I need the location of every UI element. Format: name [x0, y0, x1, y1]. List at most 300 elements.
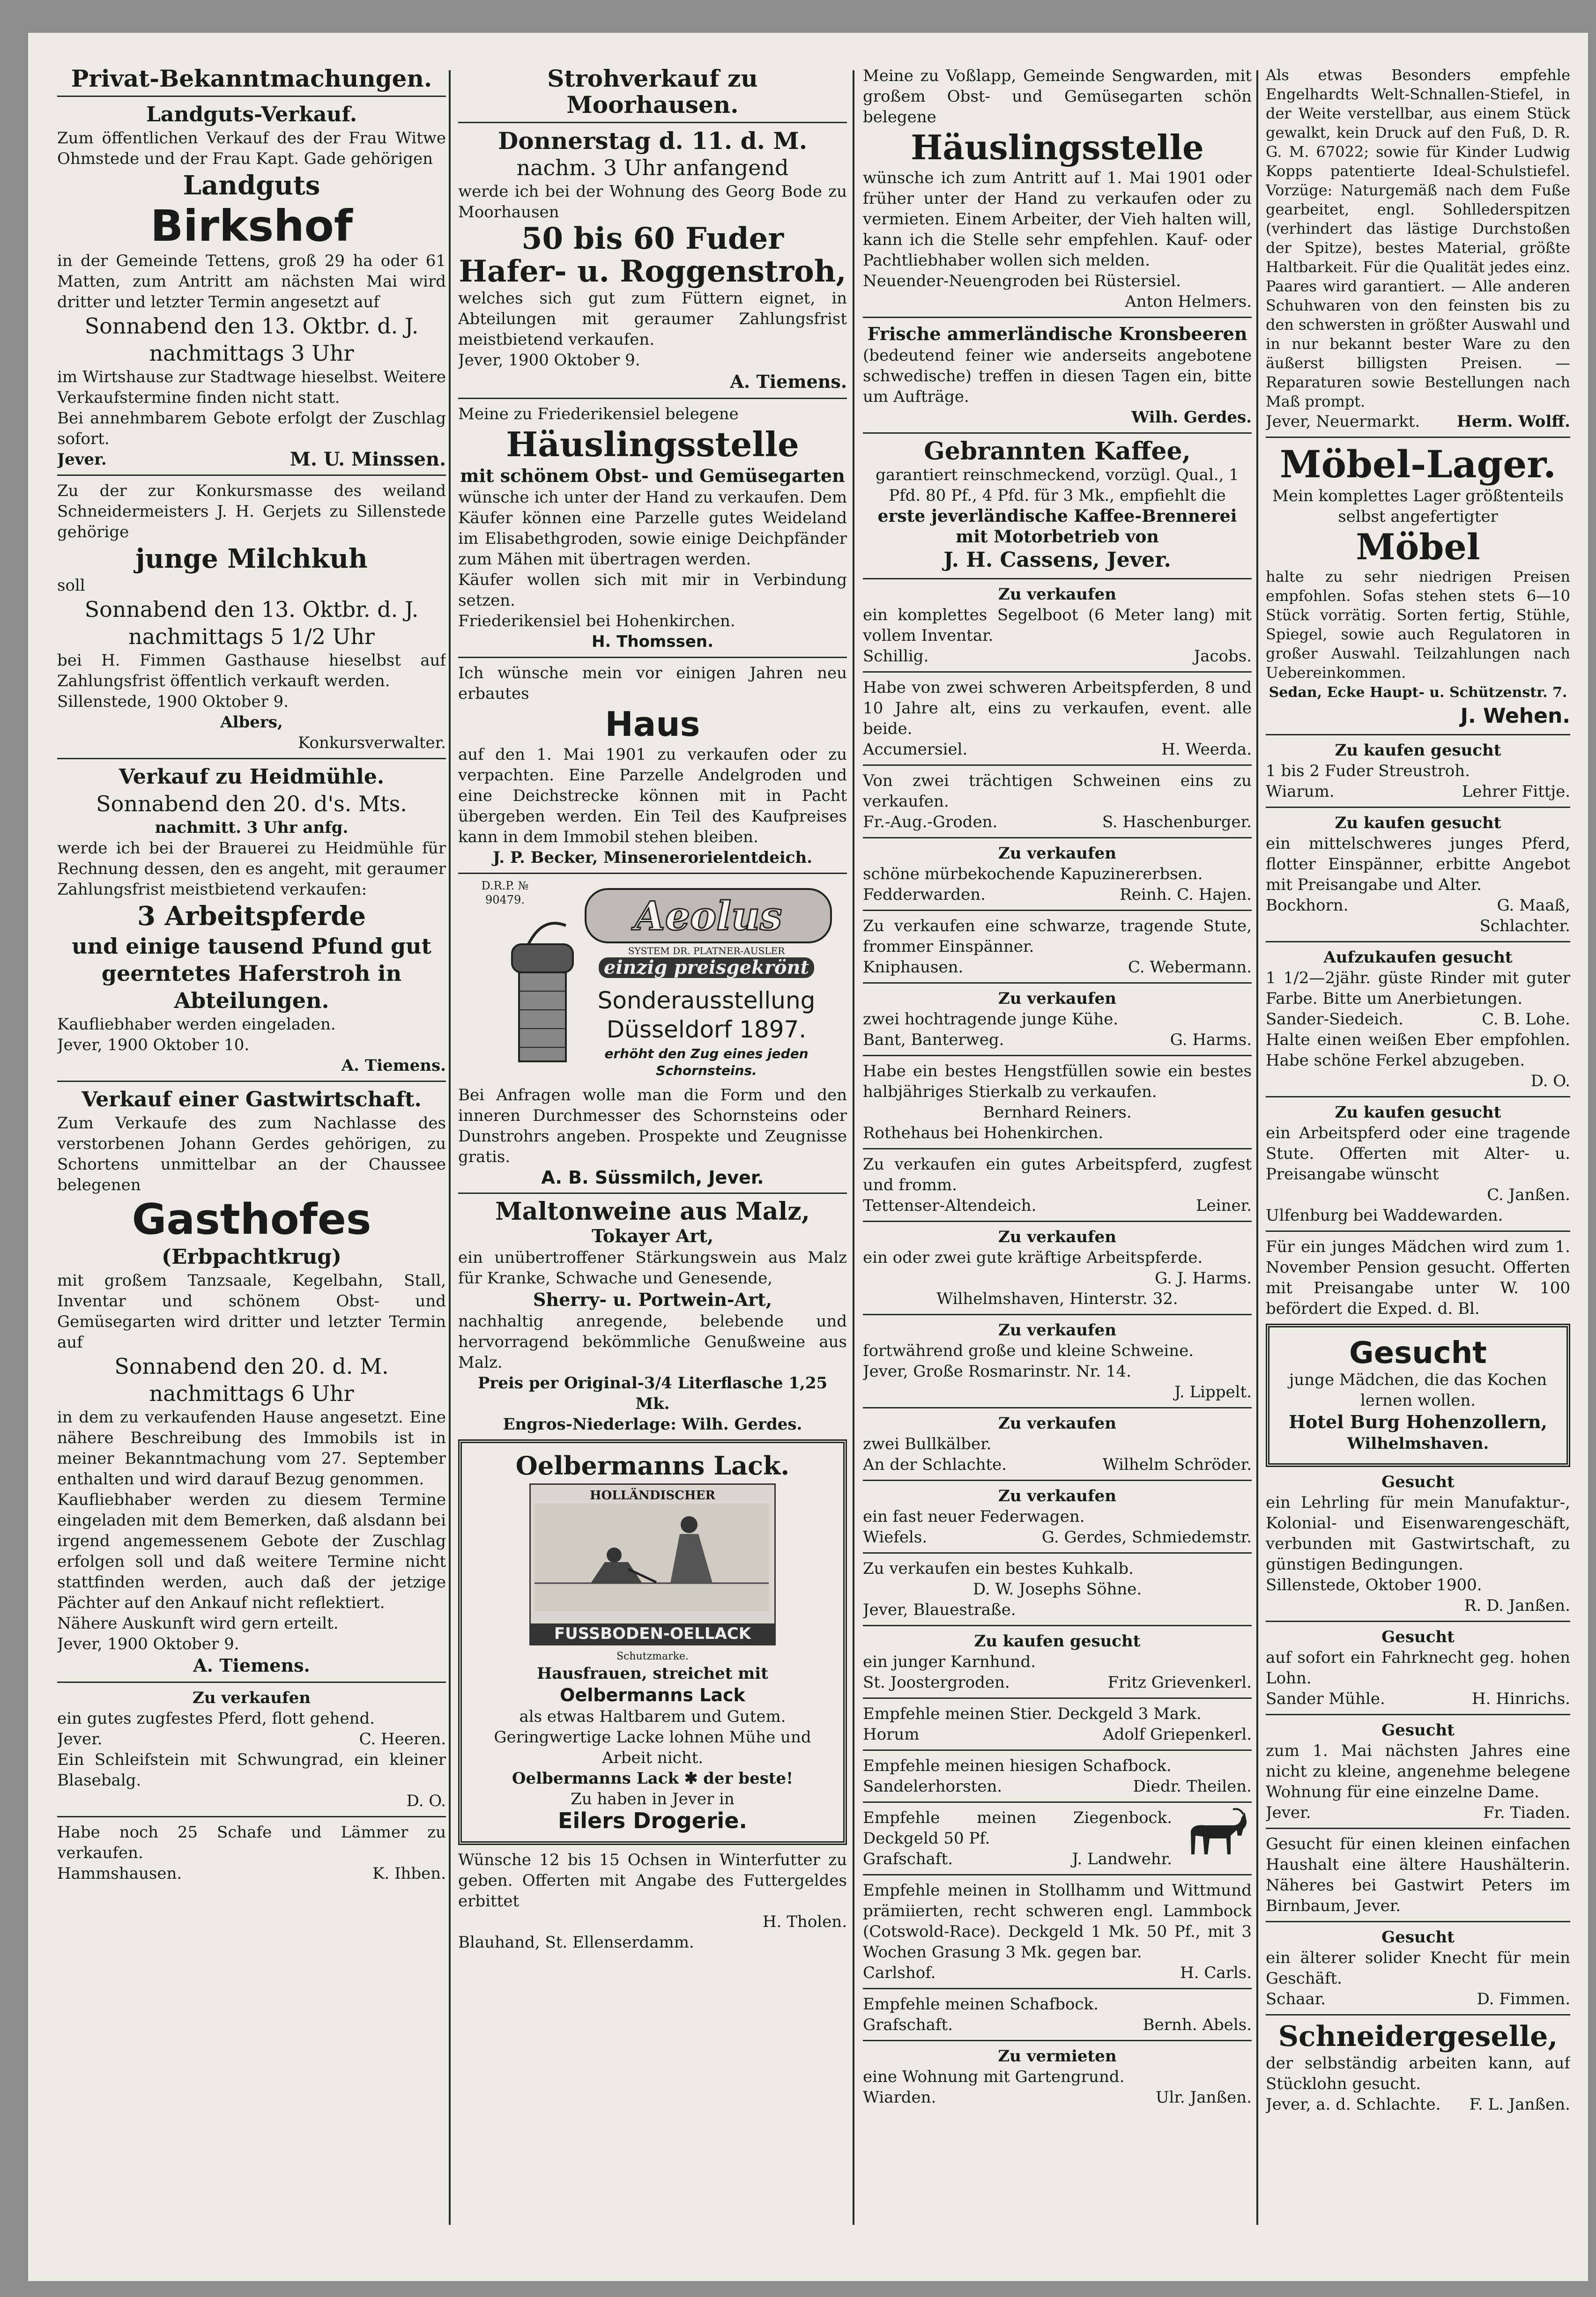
ad-name: R. D. Janßen.	[1464, 1596, 1570, 1615]
ad-subtitle: mit schönem Obst- und Gemüsegarten	[460, 465, 845, 486]
aeolus-illustration	[458, 879, 847, 1085]
ad-text: wünsche ich unter der Hand zu verkaufen. Dem Käufer können eine Parzelle gutes Weideland im Elisabethgroden, sowie einige Deichpfänder zum Mähen mit übertragen werden.	[458, 488, 847, 569]
divider	[57, 1682, 446, 1683]
ad-arbeitspferde-harms	[863, 1227, 1252, 1309]
aeolus-slogan: erhöht den Zug eines jeden Schornsteins.	[604, 1046, 809, 1078]
sig-name: Ulr. Janßen.	[1156, 2088, 1252, 2107]
ad-place: Jever, 1900 Oktober 10.	[57, 1036, 250, 1054]
ad-text: Ich wünsche mein vor einigen Jahren neu erbautes	[458, 664, 847, 703]
ad-arbeitspferde-weerda	[863, 677, 1252, 760]
sig-place: Wiefels.	[863, 1528, 928, 1547]
ad-title: Zu kaufen gesucht	[1335, 814, 1501, 832]
sig-place: Jever.	[1266, 1803, 1311, 1822]
ad-text: halte zu sehr niedrigen Preisen empfohlen. Sofas stehen stets 6—10 Stück vorrätig. Sorten fertig, Stühle, Spiegel, sowie auch Regulatoren in großer Auswahl. Teilzahlungen nach Uebereinkommen.	[1266, 568, 1570, 682]
divider	[57, 1816, 446, 1817]
ad-place: Jever, 1900 Oktober 9.	[57, 1635, 239, 1653]
divider	[458, 873, 847, 874]
sig-name: J. Landwehr.	[1072, 1850, 1172, 1868]
ad-text: Zu der zur Konkursmasse des weiland Schneidermeisters J. H. Gerjets zu Sillenstede gehörige	[57, 482, 446, 541]
ad-signature	[1266, 1989, 1570, 2009]
ad-signature	[1266, 1802, 1570, 1823]
ad-text: (bedeutend feiner wie anderseits angebotene schwedische) treffen in diesen Tagen ein, bitte um Aufträge.	[863, 346, 1252, 406]
ad-signature	[863, 1195, 1252, 1216]
divider	[863, 2040, 1252, 2041]
ad-text: der selbständig arbeiten kann, auf Stücklohn gesucht.	[1266, 2054, 1570, 2093]
ad-moebel-lager	[1266, 443, 1570, 729]
sig-place: Schaar.	[1266, 1990, 1326, 2008]
ad-title: Zu verkaufen	[998, 1321, 1116, 1340]
ad-haushaelterin	[1266, 1834, 1570, 1916]
sig-place: Fedderwarden.	[863, 885, 986, 904]
ad-title: Frische ammerländische Kronsbeeren	[867, 323, 1247, 344]
aeolus-city: Düsseldorf 1897.	[606, 1016, 807, 1043]
sig-name: C. Webermann.	[1128, 958, 1252, 977]
column-rule	[1256, 70, 1258, 2225]
ad-schweine-trachtig	[863, 771, 1252, 832]
ad-text: werde ich bei der Wohnung des Georg Bode zu Moorhausen	[458, 182, 847, 222]
ad-place: Jever, Blauestraße.	[863, 1600, 1016, 1619]
ad-name: A. B. Süssmilch, Jever.	[541, 1167, 764, 1188]
ad-lammbock	[863, 1880, 1252, 1983]
sig-name: Reinh. C. Hajen.	[1120, 885, 1252, 904]
ad-title: Zu verkaufen	[998, 844, 1116, 863]
ad-kaffee	[863, 438, 1252, 573]
sig-name: G. Maaß,	[1497, 896, 1570, 915]
sig-place: Hammshausen.	[57, 1864, 182, 1883]
ad-text: zwei hochtragende junge Kühe.	[863, 1010, 1119, 1029]
ad-place: Jever, 1900 Oktober 9.	[458, 351, 640, 370]
ad-signature	[863, 1724, 1252, 1745]
ad-bullkaelber	[863, 1413, 1252, 1475]
ad-text: Kaufliebhaber werden zu diesem Termine eingeladen mit dem Bemerken, daß alsdann bei irgend angemessenem Gebote der Zuschlag erfolgen soll und daß weitere Termine nicht stattfinden werden, auch daß der jetzige Pächter auf den Ankauf nicht reflektiert.	[57, 1490, 446, 1612]
ad-signature	[863, 957, 1252, 978]
sig-name: Leiner.	[1196, 1196, 1252, 1215]
ad-name: H. Thomssen.	[591, 632, 714, 651]
ad-text: ein Arbeitspferd oder eine tragende Stute. Offerten mit Alter- u. Preisangabe wünscht	[1266, 1124, 1570, 1184]
sig-place: Bant, Banterweg.	[863, 1030, 1004, 1049]
ad-text: nachhaltig anregende, belebende und hervorragend bekömmliche Genußweine aus Malz.	[458, 1312, 847, 1372]
ad-signature	[1266, 781, 1570, 802]
aeolus-brand: Aeolus	[634, 892, 782, 939]
sig-place: Jever.	[57, 450, 107, 469]
ad-text: Habe von zwei schweren Arbeitspferden, 8 und 10 Jahre alt, eins zu verkaufen, event. alle beide.	[863, 678, 1252, 738]
ad-title: Zu kaufen gesucht	[1335, 741, 1501, 760]
ad-title: Gesucht	[1381, 1628, 1455, 1646]
column-3	[863, 66, 1252, 2230]
ad-signature	[1266, 1009, 1570, 1030]
ad-signature	[1266, 895, 1570, 916]
ad-title: Strohverkauf zu Moorhausen.	[547, 66, 758, 119]
ad-text: Habe noch 25 Schafe und Lämmer zu verkaufen.	[57, 1823, 446, 1862]
ad-name: Engros-Niederlage: Wilh. Gerdes.	[503, 1415, 802, 1434]
ad-date: Sonnabend den 20. d. M.	[114, 1354, 389, 1379]
sig-name: G. Gerdes, Schmiedemstr.	[1041, 1528, 1252, 1547]
divider	[1266, 1230, 1570, 1232]
sig-place: Sander Mühle.	[1266, 1689, 1385, 1708]
ad-arbeitspferd-leiner	[863, 1154, 1252, 1216]
ad-hengstfuellen	[863, 1061, 1252, 1143]
ad-trademark: Schutzmarke.	[616, 1651, 689, 1662]
ad-text: Empfehle meinen Schafbock.	[863, 1995, 1099, 2014]
sig-name: H. Weerda.	[1161, 740, 1252, 759]
ad-text: Zu verkaufen ein gutes Arbeitspferd, zugfest und fromm.	[863, 1155, 1252, 1194]
ad-title: Aufzukaufen gesucht	[1323, 948, 1513, 967]
ad-title: Verkauf zu Heidmühle.	[119, 765, 385, 789]
sig-name: H. Hinrichs.	[1471, 1689, 1570, 1708]
ad-title: Zu kaufen gesucht	[974, 1632, 1141, 1651]
divider	[863, 1552, 1252, 1554]
sig-place: Tettenser-Altendeich.	[863, 1196, 1037, 1215]
sig-place: Wiarum.	[1266, 782, 1335, 801]
ad-ochsen	[458, 1850, 847, 1953]
ad-title: Schneidergeselle,	[1278, 2020, 1558, 2053]
ad-aeolus	[458, 879, 847, 1188]
ad-time: nachm. 3 Uhr anfangend	[516, 155, 789, 180]
ad-text: Halte einen weißen Eber empfohlen. Habe schöne Ferkel abzugeben.	[1266, 1030, 1570, 1070]
ad-place: Friederikensiel bei Hohenkirchen.	[458, 612, 735, 630]
ad-text: ein gutes zugfestes Pferd, flott gehend.	[57, 1709, 375, 1728]
ad-text: Gesucht für einen kleinen einfachen Haushalt eine ältere Haushälterin. Näheres bei Gastwirt Peters im Birnbaum, Jever.	[1266, 1835, 1570, 1915]
ad-name: C. Janßen.	[1487, 1186, 1570, 1204]
ad-text: in der Gemeinde Tettens, groß 29 ha oder 61 Matten, zum Antritt am nächsten Mai wird dritter und letzter Termin angesetzt auf	[57, 252, 446, 311]
ad-place: Rothehaus bei Hohenkirchen.	[863, 1124, 1104, 1142]
ad-headline: Gasthofes	[132, 1195, 371, 1244]
ad-heidmuehle	[57, 764, 446, 1076]
sig-name: G. Harms.	[1170, 1030, 1252, 1049]
sig-name: C. B. Lohe.	[1482, 1010, 1570, 1029]
sig-place: Sandelerhorsten.	[863, 1777, 1002, 1796]
ad-title: Zu verkaufen	[998, 1414, 1116, 1433]
ad-text: ein Lehrling für mein Manufaktur-, Kolonial- und Eisenwarengeschäft, verbunden mit Gastwirtschaft, zu günstigen Bedingungen.	[1266, 1493, 1570, 1574]
divider	[863, 1697, 1252, 1699]
column-rule	[449, 70, 451, 2225]
divider	[1266, 734, 1570, 735]
ad-headline: Häuslingsstelle	[506, 424, 799, 464]
ad-signature	[863, 2087, 1252, 2108]
ad-text: Bei Anfragen wolle man die Form und den inneren Durchmesser des Schornsteins oder Dunstrohrs angeben. Prospekte und Zeugnisse gratis.	[458, 1086, 847, 1166]
ad-date: Sonnabend den 13. Oktbr. d. J.	[84, 597, 419, 622]
ad-title: Gebrannten Kaffee,	[924, 437, 1191, 466]
ad-signature	[1266, 411, 1570, 432]
ad-title: Möbel-Lager.	[1280, 442, 1556, 486]
ad-text: ein unübertroffener Stärkungswein aus Malz für Kranke, Schwache und Genesende,	[458, 1248, 847, 1288]
ad-title: Zu verkaufen	[998, 585, 1116, 604]
ad-name: A. Tiemens.	[193, 1655, 310, 1676]
ad-name: D. O.	[406, 1792, 446, 1810]
ad-text: ein komplettes Segelboot (6 Meter lang) mit vollem Inventar.	[863, 606, 1252, 645]
ad-text: Meine zu Friederikensiel belegene	[458, 405, 739, 423]
ad-text: Habe ein bestes Hengstfüllen sowie ein bestes halbjähriges Stierkalb zu verkaufen.	[863, 1062, 1252, 1101]
ad-text: zum 1. Mai nächsten Jahres eine nicht zu kleine, angenehme belegene Wohnung für eine einzelne Dame.	[1266, 1741, 1570, 1801]
lack-caption: FUSSBODEN-OELLACK	[531, 1623, 774, 1644]
ad-schneidergeselle	[1266, 2020, 1570, 2115]
ad-text: soll	[57, 576, 85, 595]
ad-title: Gesucht	[1381, 1721, 1455, 1740]
column-rule	[853, 70, 854, 2225]
ad-text: Kaufliebhaber werden eingeladen.	[57, 1015, 336, 1034]
ad-signature	[863, 1454, 1252, 1475]
ad-text: fortwährend große und kleine Schweine.	[863, 1341, 1194, 1360]
ad-text: mit großem Tanzsaale, Kegelbahn, Stall, Inventar und schönem Obst- und Gemüsegarten wird dritter und letzter Termin auf	[57, 1271, 446, 1352]
column-1	[57, 66, 446, 2230]
ad-signature	[57, 1863, 446, 1884]
ad-signature	[863, 1527, 1252, 1548]
lack-label: HOLLÄNDISCHER	[590, 1489, 715, 1503]
ad-headline: Hafer- u. Roggenstroh,	[459, 254, 846, 289]
sig-place: An der Schlachte.	[863, 1455, 1007, 1474]
ad-text: bei H. Fimmen Gasthause hieselbst auf Zahlungsfrist öffentlich verkauft werden.	[57, 651, 446, 690]
divider	[863, 764, 1252, 766]
ad-name: A. Tiemens.	[730, 371, 847, 392]
ad-text-bold: erste jeverländische Kaffee-Brennerei mit Motorbetrieb von	[877, 506, 1237, 547]
sig-name: Fritz Grievenkerl.	[1107, 1673, 1252, 1692]
divider	[1266, 941, 1570, 942]
woman-polishing-floor-icon	[534, 1504, 769, 1611]
ad-time: nachmittags 5 1/2 Uhr	[128, 624, 375, 649]
ad-text: Zum Verkaufe des zum Nachlasse des verstorbenen Johann Gerdes gehörigen, zu Schortens unmittelbar an der Chaussee belegenen	[57, 1114, 446, 1194]
ad-karnhund	[863, 1631, 1252, 1693]
aeolus-patent-number: D.R.P. № 90479.	[481, 879, 529, 906]
ad-segelboot	[863, 584, 1252, 667]
ad-name: Anton Helmers.	[1125, 292, 1252, 311]
ad-headline: Haus	[605, 704, 700, 744]
ad-wohnung-wiarden	[863, 2046, 1252, 2108]
ad-signature	[863, 1776, 1252, 1797]
divider	[863, 1625, 1252, 1626]
ad-title: Zu verkaufen	[998, 1228, 1116, 1246]
ad-milchkuh	[57, 481, 446, 753]
divider	[57, 474, 446, 476]
divider	[863, 578, 1252, 579]
goat-icon	[1181, 1808, 1252, 1859]
divider	[57, 758, 446, 759]
ad-erbsen	[863, 843, 1252, 905]
sig-place: Wiarden.	[863, 2088, 936, 2107]
ad-text: Zu haben in Jever in	[571, 1790, 735, 1808]
ad-place: Ulfenburg bei Waddewarden.	[1266, 1206, 1503, 1225]
divider	[1266, 1921, 1570, 1922]
ad-place: Neuender-Neuengroden bei Rüstersiel.	[863, 272, 1181, 290]
ad-text: ein fast neuer Federwagen.	[863, 1507, 1085, 1526]
ad-signature	[863, 812, 1252, 832]
ad-haus	[458, 663, 847, 868]
divider	[458, 1193, 847, 1194]
divider	[863, 1801, 1252, 1803]
divider	[1266, 1621, 1570, 1622]
ad-schafbock-theilen	[863, 1756, 1252, 1797]
sig-name: Wilhelm Schröder.	[1102, 1455, 1252, 1474]
ad-signature	[57, 449, 446, 470]
divider	[458, 657, 847, 658]
ad-place: Sillenstede, Oktober 1900.	[1266, 1576, 1482, 1594]
ad-place: Blauhand, St. Ellenserdamm.	[458, 1933, 694, 1952]
sig-place: Bockhorn.	[1266, 896, 1349, 915]
divider	[863, 1407, 1252, 1408]
sig-name: Diedr. Theilen.	[1133, 1777, 1252, 1796]
ad-time: nachmittags 3 Uhr	[149, 341, 354, 366]
ad-text: im Wirtshause zur Stadtwage hieselbst. Weitere Verkaufstermine finden nicht statt.	[57, 368, 446, 407]
ad-signature	[863, 1672, 1252, 1693]
ad-pension	[1266, 1237, 1570, 1319]
sig-place: Accumersiel.	[863, 740, 968, 759]
divider	[863, 1055, 1252, 1056]
ad-streustroh	[1266, 740, 1570, 802]
divider	[57, 1081, 446, 1082]
ad-text: auf den 1. Mai 1901 zu verkaufen oder zu verpachten. Eine Parzelle Andelgroden und eine Deichstrecke können mit in Pacht übergeben werden. Ein Teil des Kaufpreises kann in dem Immobil stehen bleiben.	[458, 745, 847, 846]
ad-name: Hotel Burg Hohenzollern,	[1289, 1411, 1547, 1432]
ad-kuhkalb	[863, 1558, 1252, 1620]
ad-text: Von zwei trächtigen Schweinen eins zu verkaufen.	[863, 771, 1252, 811]
ad-text: ein oder zwei gute kräftige Arbeitspferde.	[863, 1248, 1203, 1267]
divider	[863, 1221, 1252, 1222]
sig-place: Grafschaft.	[863, 2015, 953, 2034]
sig-place: Carlshof.	[863, 1964, 936, 1982]
ad-name: D. W. Josephs Söhne.	[972, 1580, 1142, 1599]
ad-text: 1 1/2—2jähr. güste Rinder mit guter Farbe. Bitte um Anerbietungen.	[1266, 969, 1570, 1008]
ad-text: Zu verkaufen ein bestes Kuhkalb.	[863, 1559, 1134, 1578]
ad-schafe	[57, 1822, 446, 1884]
ad-signature	[57, 1729, 446, 1749]
chimney-icon	[500, 916, 585, 1066]
ad-text: welches sich gut zum Füttern eignet, in Abteilungen mit geraumer Zahlungsfrist meistbietend verkaufen.	[458, 289, 847, 349]
ad-text: Als etwas Besonders empfehle Engelhardts Welt-Schnallen-Stiefel, in der Weite verstellbar, aus einem Stück gewalkt, kein Druck auf den Fuß, D. R. G. M. 67022; sowie für Kinder Ludwig Kopps patentierte Ideal-Schulstiefel. Vorzüge: Naturgemäß nach dem Fuße gearbeitet, engl. Sohllederspitzen (verhindert das lästige Durchstoßen der Spitze), bestes Material, größte Haltbarkeit. Für die Qualität jedes einz. Paares wird garantiert. — Alle anderen Schuhwaren von den feinsten bis zu den schwersten in größter Auswahl und in nur bekannt bester Ware zu den äußerst billigsten Preisen. — Reparaturen sowie Bestellungen nach Maß prompt.	[1266, 66, 1570, 410]
ad-headline: 50 bis 60 Fuder	[521, 221, 784, 256]
sig-name: M. U. Minssen.	[290, 448, 446, 470]
sig-place: Jever.	[57, 1730, 103, 1749]
ad-text: Zum öffentlichen Verkauf des der Frau Witwe Ohmstede und der Frau Kapt. Gade gehörigen	[57, 129, 446, 168]
sig-name: C. Heeren.	[359, 1730, 446, 1749]
divider	[1266, 437, 1570, 438]
ad-haeuslingsstelle-vosslapp	[863, 66, 1252, 312]
ad-name: H. Tholen.	[762, 1912, 847, 1931]
aeolus-system: SYSTEM DR. PLATNER-AUSLER	[628, 945, 785, 956]
sig-place: Jever, a. d. Schlachte.	[1266, 2095, 1441, 2114]
sig-place: Grafschaft.	[863, 1850, 953, 1868]
lack-illustration	[529, 1483, 776, 1645]
ad-signature	[1266, 1689, 1570, 1709]
sig-name: Bernh. Abels.	[1143, 2015, 1252, 2034]
ad-fahrknecht	[1266, 1627, 1570, 1709]
ad-text: Empfehle meinen in Stollhamm und Wittmund prämiierten, recht schweren engl. Lammbock (Cotswold-Race). Deckgeld 1 Mk. 50 Pf., mit 3 Wochen Grasung 3 Mk. gegen bar.	[863, 1881, 1252, 1962]
ad-signature	[863, 1030, 1252, 1050]
ad-text: Ein Schleifstein mit Schwungrad, ein kleiner Blasebalg.	[57, 1750, 446, 1790]
ad-text: Meine zu Voßlapp, Gemeinde Sengwarden, mit großem Obst- und Gemüsegarten schön belegene	[863, 67, 1252, 126]
ad-title: Zu verkaufen	[998, 1487, 1116, 1505]
divider	[458, 122, 847, 123]
ad-price: Preis per Original-3/4 Literflasche 1,25 Mk.	[477, 1374, 828, 1413]
ad-time: nachmittags 6 Uhr	[149, 1381, 354, 1406]
ad-oelbermanns-lack	[458, 1439, 847, 1845]
ad-knecht	[1266, 1927, 1570, 2009]
divider	[863, 1874, 1252, 1875]
ad-text: zwei Bullkälber.	[863, 1435, 992, 1453]
ad-stute	[863, 916, 1252, 978]
sig-place: Schillig.	[863, 647, 929, 666]
sig-place: St. Joostergroden.	[863, 1673, 1010, 1692]
ad-slogan: Oelbermanns Lack ✱ der beste!	[512, 1769, 794, 1788]
ad-text: Mein komplettes Lager größtenteils selbst angefertigter	[1272, 487, 1564, 526]
ad-time: nachmitt. 3 Uhr anfg.	[155, 818, 349, 837]
ad-place: Wilhelmshaven, Hinterstr. 32.	[936, 1289, 1178, 1308]
ad-text: auf sofort ein Fahrknecht geg. hohen Lohn.	[1266, 1648, 1570, 1688]
sig-name: F. L. Janßen.	[1469, 2095, 1570, 2114]
divider	[1266, 1714, 1570, 1715]
divider	[863, 910, 1252, 911]
sig-name: Jacobs.	[1194, 647, 1252, 666]
aeolus-logo	[585, 888, 832, 943]
ad-title: Zu verkaufen	[193, 1689, 311, 1707]
divider	[863, 1148, 1252, 1149]
ad-title: Gesucht	[1349, 1336, 1487, 1371]
ad-text: Empfehle meinen Stier. Deckgeld 3 Mark.	[863, 1704, 1202, 1723]
divider	[57, 96, 446, 97]
ad-stier	[863, 1704, 1252, 1745]
ad-title: Verkauf einer Gastwirtschaft.	[82, 1088, 422, 1111]
ad-text: wünsche ich zum Antritt auf 1. Mai 1901 oder früher unter der Hand zu verkaufen oder zu vermieten. Einem Arbeiter, der Vieh halten will, kann ich die Stelle sehr empfehlen. Kauf- oder Pachtliebhaber wollen sich melden.	[863, 169, 1252, 270]
ad-title: Gesucht	[1381, 1928, 1455, 1947]
ad-federwagen	[863, 1486, 1252, 1548]
ad-title: Landguts-Verkauf.	[146, 103, 357, 126]
ad-title: Zu kaufen gesucht	[1335, 1103, 1501, 1122]
ad-text: Empfehle meinen Ziegenbock. Deckgeld 50 Pf.	[863, 1808, 1172, 1848]
ad-signature	[863, 884, 1252, 905]
ad-shop: Eilers Drogerie.	[558, 1808, 747, 1833]
ad-kronsbeeren	[863, 323, 1252, 428]
ad-headline: Landguts	[183, 170, 320, 201]
ad-text: Zu verkaufen eine schwarze, tragende Stute, frommer Einspänner.	[863, 917, 1252, 956]
divider	[1266, 807, 1570, 808]
sig-name: S. Haschenburger.	[1102, 813, 1252, 831]
ad-title: Maltonweine aus Malz,	[495, 1197, 810, 1226]
ad-strohverkauf	[458, 66, 847, 393]
divider	[863, 1988, 1252, 1989]
ad-place: Sillenstede, 1900 Oktober 9.	[57, 692, 289, 711]
ad-headline: junge Milchkuh	[135, 543, 368, 574]
ad-text: junge Mädchen, die das Kochen lernen wollen.	[1289, 1371, 1547, 1410]
ad-title: Zu verkaufen	[998, 989, 1116, 1008]
divider	[863, 432, 1252, 434]
ad-text: 1 bis 2 Fuder Streustroh.	[1266, 762, 1470, 780]
ad-lehrling	[1266, 1472, 1570, 1616]
divider	[1266, 1828, 1570, 1829]
ad-text: ein älterer solider Knecht für mein Geschäft.	[1266, 1949, 1570, 1988]
ad-text: als etwas Haltbarem und Gutem. Geringwertige Lacke lohnen Mühe und Arbeit nicht.	[494, 1707, 811, 1767]
ad-signature	[863, 1963, 1252, 1983]
ad-gastwirtschaft	[57, 1087, 446, 1677]
ad-date: Sonnabend den 20. d's. Mts.	[96, 791, 407, 816]
sig-place: Kniphausen.	[863, 958, 964, 977]
ad-text-large: und einige tausend Pfund gut geerntetes Haferstroh in Abteilungen.	[72, 934, 431, 1013]
aeolus-exhibition: Sonderausstellung	[597, 987, 816, 1014]
ad-title: Oelbermanns Lack.	[515, 1451, 790, 1481]
divider	[863, 317, 1252, 318]
sig-name: D. Fimmen.	[1477, 1990, 1570, 2008]
ad-kuehe	[863, 988, 1252, 1050]
ad-haeuslingsstelle-friederikensiel	[458, 404, 847, 652]
ad-text: in dem zu verkaufenden Hause angesetzt. Eine nähere Beschreibung des Immobils ist in meiner Bekanntmachung vom 27. September enthalten und wird darauf Bezug genommen.	[57, 1408, 446, 1489]
ad-text: Bei annehmbarem Gebote erfolgt der Zuschlag sofort.	[57, 409, 446, 448]
ad-place: Sedan, Ecke Haupt- u. Schützenstr. 7.	[1269, 684, 1567, 701]
divider	[863, 1480, 1252, 1481]
ad-text: garantiert reinschmeckend, vorzügl. Qual., 1 Pfd. 80 Pf., 4 Pfd. für 3 Mk., empfiehlt die	[876, 466, 1239, 505]
aeolus-tagline: einzig preisgekrönt	[599, 957, 814, 978]
ad-headline: 3 Arbeitspferde	[137, 901, 366, 932]
ad-signature	[863, 646, 1252, 667]
divider	[863, 1314, 1252, 1315]
ad-maltonweine	[458, 1199, 847, 1435]
sig-name: Fr. Tiaden.	[1483, 1803, 1570, 1822]
newspaper-page	[28, 33, 1588, 2281]
